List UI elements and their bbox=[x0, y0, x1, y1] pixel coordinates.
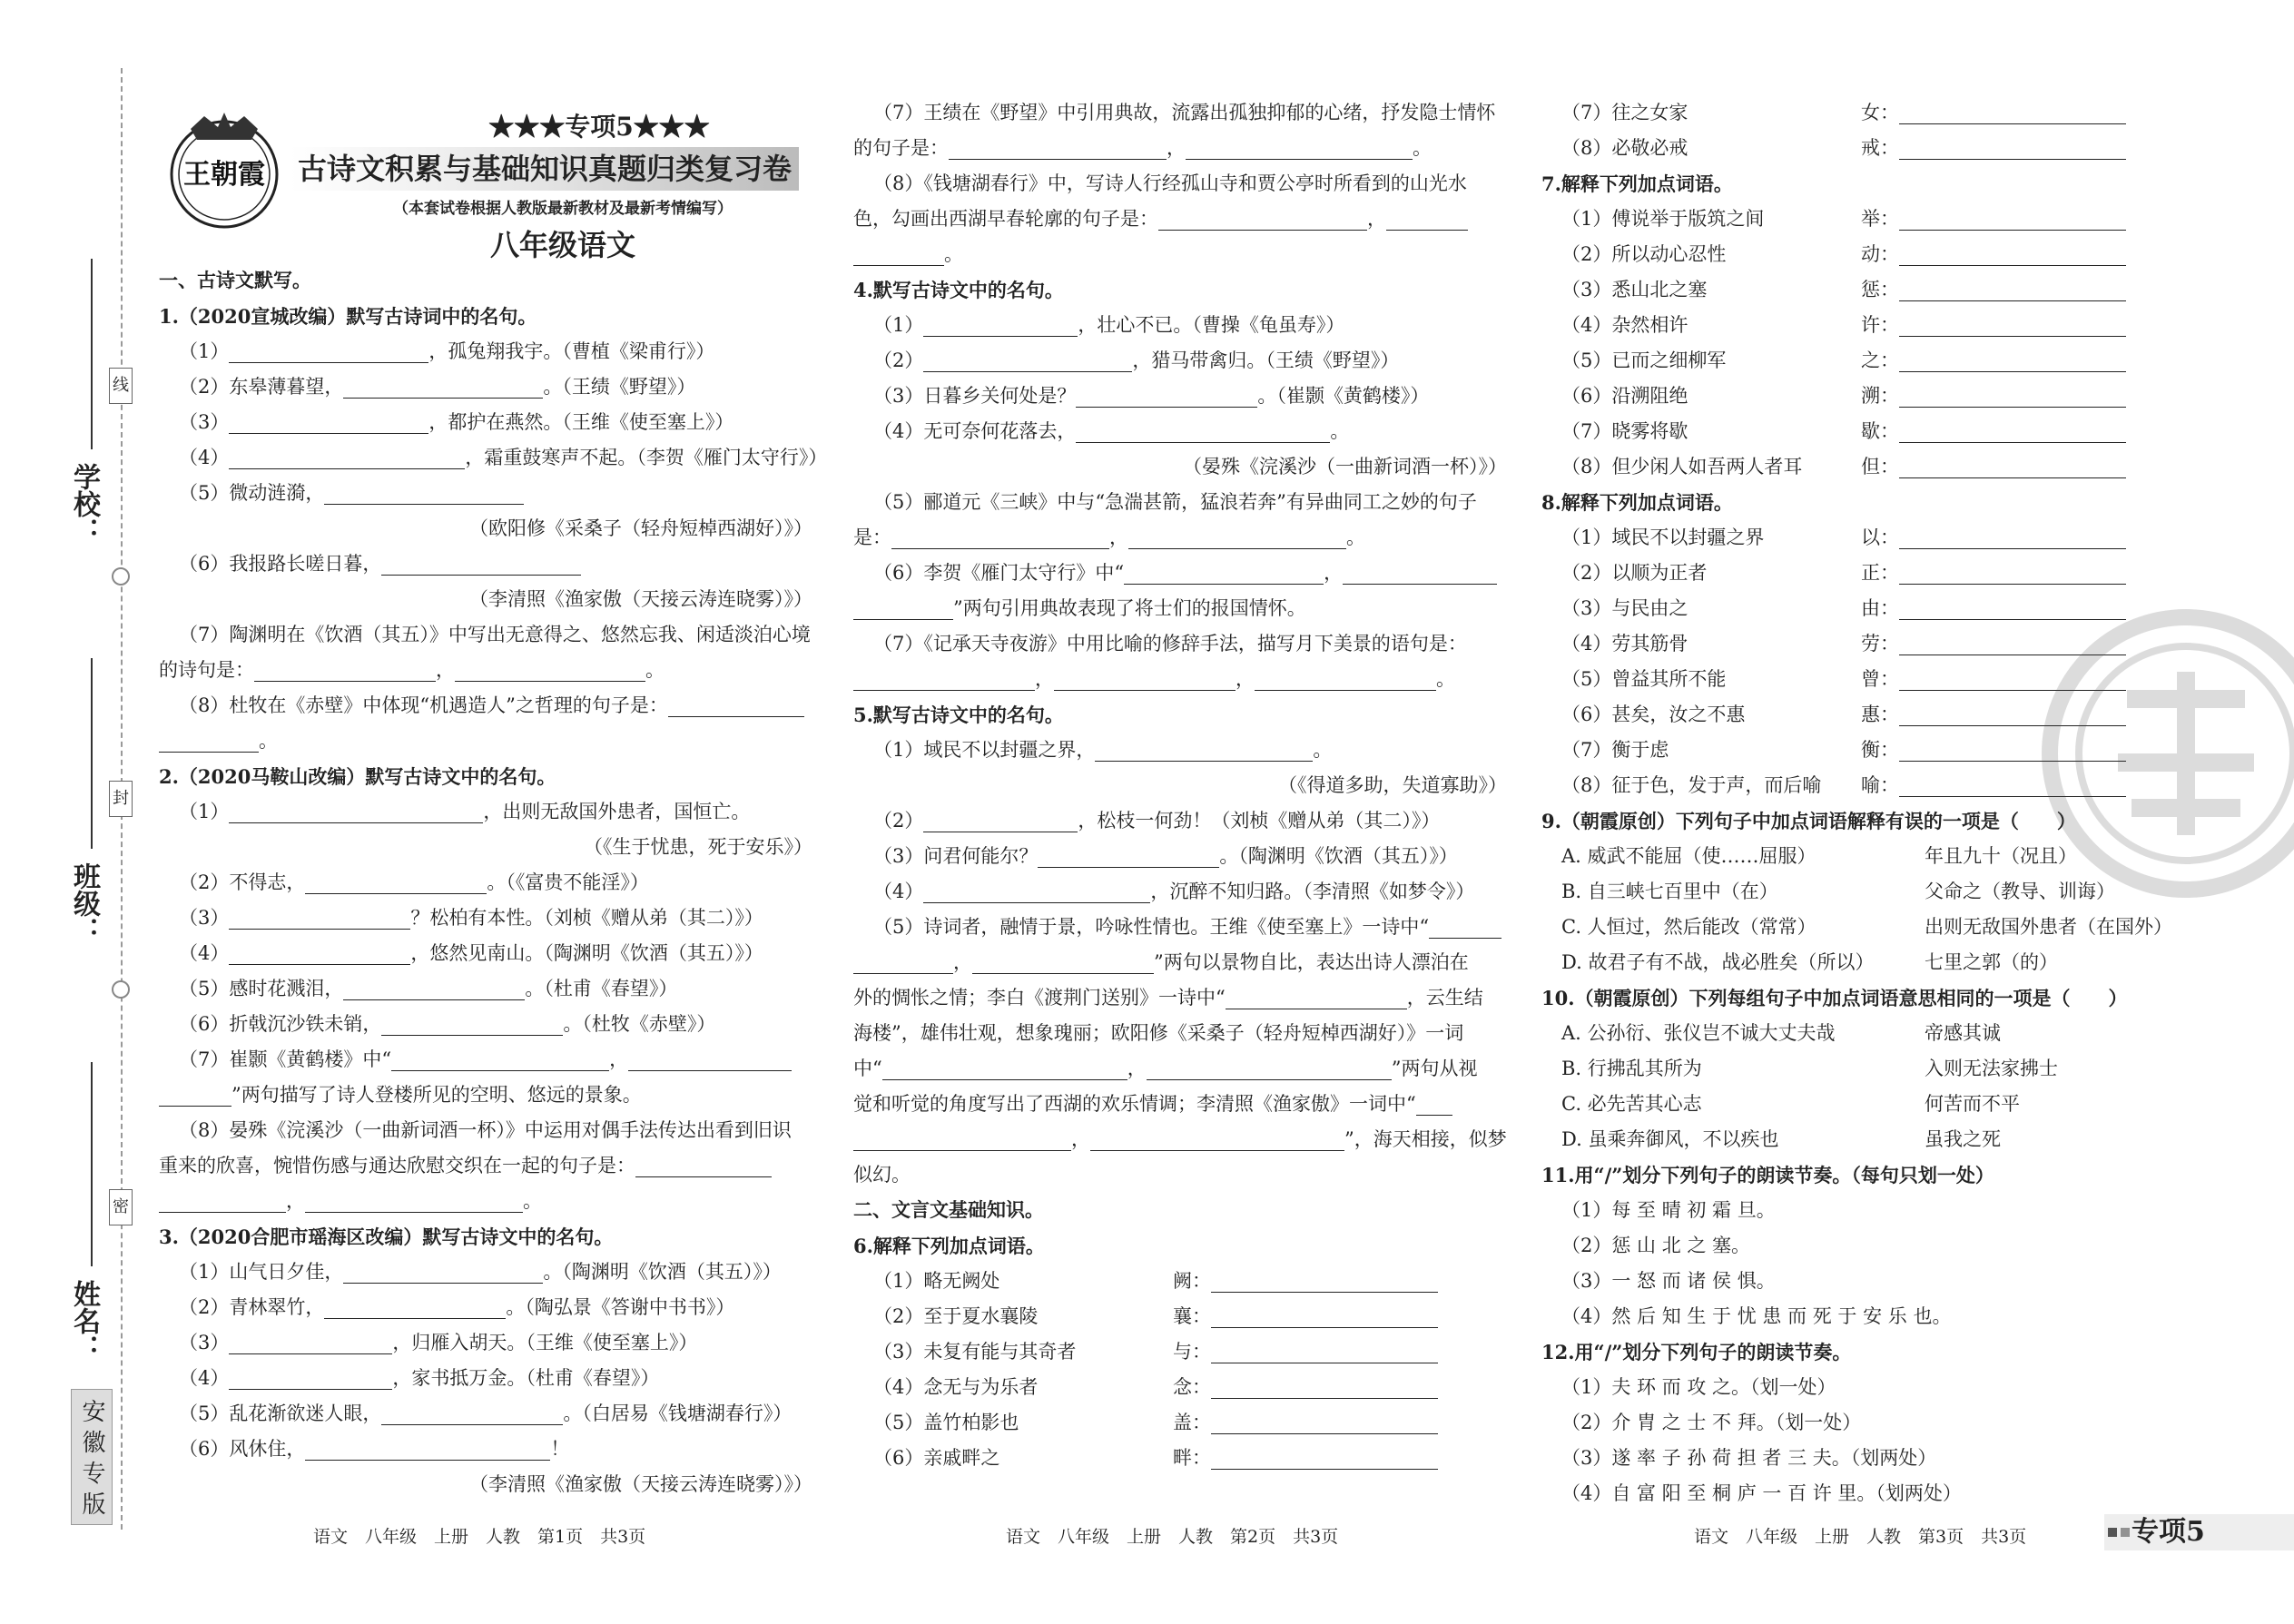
option-right: 年且九十（况且） bbox=[1925, 845, 2077, 867]
answer-blank[interactable] bbox=[1429, 913, 1501, 939]
rhythm-sentence[interactable]: （3）遂 率 子 孙 荷 担 者 三 夫。（划两处） bbox=[1561, 1447, 1937, 1469]
choice-option[interactable] bbox=[1541, 1051, 2231, 1087]
question-line: （3）日暮乡关何处是？ 。（崔颢《黄鹤楼》） bbox=[853, 379, 1507, 414]
source-line: （《生于忧患，死于安乐》） bbox=[584, 836, 812, 858]
answer-blank[interactable] bbox=[343, 1258, 543, 1284]
class-label: 班级： bbox=[68, 862, 100, 944]
q10-options bbox=[1541, 1016, 2231, 1157]
question-line: （5）微动涟漪， bbox=[159, 476, 812, 511]
option-left: A. 威武不能屈（使……屈服） bbox=[1561, 845, 1816, 867]
question-7-title: 7.解释下列加点词语。 bbox=[1541, 172, 1733, 195]
answer-blank[interactable] bbox=[1054, 665, 1236, 691]
answer-blank[interactable] bbox=[1226, 984, 1407, 1009]
answer-blank[interactable] bbox=[628, 1046, 792, 1071]
answer-blank[interactable] bbox=[254, 656, 436, 682]
answer-blank[interactable] bbox=[455, 656, 645, 682]
question-line: （8）《钱塘湖春行》中，写诗人行经孤山寺和贾公亭时所看到的山光水 bbox=[873, 172, 1467, 194]
vocab-key: 戒： bbox=[1861, 137, 1899, 159]
answer-blank[interactable] bbox=[853, 1126, 1071, 1151]
question-line: （7）王绩在《野望》中引用典故，流露出孤独抑郁的心绪，抒发隐士情怀 bbox=[873, 102, 1496, 123]
question-line: 。 bbox=[853, 237, 1507, 272]
answer-blank[interactable] bbox=[1211, 1303, 1438, 1328]
answer-blank[interactable] bbox=[343, 975, 525, 1000]
answer-blank[interactable] bbox=[1899, 418, 2126, 443]
choice-option[interactable] bbox=[1541, 1016, 2231, 1051]
answer-blank[interactable] bbox=[853, 949, 953, 974]
vocab-phrase: （6）亲戚畔之 bbox=[873, 1447, 1000, 1469]
choice-option[interactable] bbox=[1541, 1087, 2231, 1122]
vocab-phrase: （7）晓雾将歇 bbox=[1561, 420, 1689, 442]
question-12-title: 12.用“/”划分下列句子的朗读节奏。 bbox=[1541, 1341, 1852, 1363]
question-line: （8）晏殊《浣溪沙（一曲新词酒一杯）》中运用对偶手法传达出看到旧识 bbox=[179, 1119, 792, 1141]
rhythm-sentence[interactable]: （4）然 后 知 生 于 忧 患 而 死 于 安 乐 也。 bbox=[1561, 1305, 1952, 1327]
question-line: （1） ，出则无敌国外患者，国恒亡。 bbox=[159, 794, 812, 830]
vocab-phrase: （7）往之女家 bbox=[1561, 102, 1689, 123]
answer-blank[interactable] bbox=[891, 524, 1109, 549]
question-line: （3） ，都护在燕然。（王维《使至塞上》） bbox=[159, 405, 812, 440]
answer-blank[interactable] bbox=[1343, 559, 1497, 585]
vocab-item bbox=[853, 1264, 1507, 1299]
page-2-column bbox=[853, 95, 1507, 1476]
question-line: 中“ ， ”两句从视 bbox=[853, 1051, 1507, 1087]
answer-blank[interactable] bbox=[1128, 524, 1346, 549]
question-6-title: 6.解释下列加点词语。 bbox=[853, 1235, 1045, 1257]
vocab-key: 歇： bbox=[1861, 420, 1899, 442]
question-line: 重来的欣喜，惋惜伤感与通达欣慰交织在一起的句子是： bbox=[159, 1148, 812, 1184]
answer-blank[interactable] bbox=[1211, 1373, 1438, 1399]
vocab-phrase: （3）悉山北之塞 bbox=[1561, 279, 1708, 300]
edition-label: 安徽专版 bbox=[71, 1389, 113, 1525]
question-line: （6）折戟沉沙铁未销， 。（杜牧《赤壁》） bbox=[159, 1007, 812, 1042]
question-line: （2） ，松枝一何劲！（刘桢《赠从弟（其二）》） bbox=[853, 803, 1507, 839]
vocab-key: 曾： bbox=[1861, 668, 1899, 690]
question-line: 的诗句是： ， 。 bbox=[159, 653, 812, 688]
answer-blank[interactable] bbox=[1095, 736, 1313, 762]
paper-title: 古诗文积累与基础知识真题归类复习卷 bbox=[290, 147, 799, 191]
question-3-title: 3.（2020合肥市瑶海区改编）默写古诗文中的名句。 bbox=[159, 1225, 614, 1248]
answer-blank[interactable] bbox=[229, 940, 410, 965]
vocab-item bbox=[1541, 308, 2231, 343]
brand-logo bbox=[163, 109, 286, 231]
vocab-key: 举： bbox=[1861, 208, 1899, 230]
question-line: （4）无可奈何花落去， 。 bbox=[853, 414, 1507, 449]
vocab-key: 喻： bbox=[1861, 774, 1899, 796]
question-line: 。 bbox=[159, 723, 812, 759]
section-heading: 二、文言文基础知识。 bbox=[853, 1199, 1044, 1221]
vocab-phrase: （6）甚矣，汝之不惠 bbox=[1561, 704, 1746, 725]
vocab-phrase: （4）杂然相许 bbox=[1561, 314, 1689, 336]
corner-label bbox=[2104, 1514, 2294, 1550]
school-input-line[interactable] bbox=[91, 259, 93, 449]
question-line: （4） ，霜重鼓寒声不起。（李贺《雁门太守行》） bbox=[159, 440, 812, 476]
corner-square-icon bbox=[2121, 1528, 2130, 1537]
question-line: ， ， 。 bbox=[853, 662, 1507, 697]
choice-option[interactable] bbox=[1541, 1122, 2231, 1157]
question-line: （2） ，猎马带禽归。（王绩《野望》） bbox=[853, 343, 1507, 379]
vocab-phrase: （8）但少闲人如吾两人者耳 bbox=[1561, 456, 1803, 477]
page-1-footer: 语文 八年级 上册 人教 第1页 共3页 bbox=[313, 1527, 646, 1547]
page-3-footer: 语文 八年级 上册 人教 第3页 共3页 bbox=[1694, 1527, 2027, 1547]
question-line: （6）风休住， ！ bbox=[159, 1432, 812, 1467]
choice-option[interactable] bbox=[1541, 945, 2231, 980]
option-left: B. 自三峡七百里中（在） bbox=[1561, 881, 1778, 902]
question-line: （8）杜牧在《赤壁》中体现“机遇造人”之哲理的句子是： bbox=[159, 688, 812, 723]
grade-title: 八年级语文 bbox=[489, 228, 635, 262]
answer-blank[interactable] bbox=[1211, 1338, 1438, 1363]
question-line: （1） ，孤兔翔我宇。（曹植《梁甫行》） bbox=[159, 334, 812, 369]
q7-list bbox=[1541, 202, 2231, 485]
option-right: 入则无法家拂士 bbox=[1925, 1058, 2058, 1079]
rhythm-sentence[interactable]: （4）自 富 阳 至 桐 庐 一 百 许 里。（划两处） bbox=[1561, 1482, 1962, 1504]
question-line: 似幻。 bbox=[853, 1164, 911, 1186]
option-right: 何苦而不平 bbox=[1925, 1093, 2020, 1115]
question-line: ， 。 bbox=[159, 1184, 812, 1219]
answer-blank[interactable] bbox=[1124, 559, 1324, 585]
vocab-phrase: （2）以顺为正者 bbox=[1561, 562, 1708, 584]
vocab-phrase: （6）沿溯阻绝 bbox=[1561, 385, 1689, 407]
seal-watermark bbox=[2041, 608, 2294, 899]
answer-blank[interactable] bbox=[853, 595, 953, 620]
question-line: （5）郦道元《三峡》中与“急湍甚箭，猛浪若奔”有异曲同工之妙的句子 bbox=[873, 491, 1477, 513]
option-right: 七里之郭（的） bbox=[1925, 951, 2058, 973]
source-line: （欧阳修《采桑子（轻舟短棹西湖好）》） bbox=[469, 517, 812, 539]
question-line: （6）我报路长嗟日暮， bbox=[159, 546, 812, 582]
vocab-key: 但： bbox=[1861, 456, 1899, 477]
question-line: （3）问君何能尔？ 。（陶渊明《饮酒（其五）》） bbox=[853, 839, 1507, 874]
vocab-phrase: （5）盖竹柏影也 bbox=[873, 1412, 1019, 1433]
question-line: （1）域民不以封疆之界， 。 bbox=[853, 733, 1507, 768]
answer-blank[interactable] bbox=[324, 1294, 506, 1319]
vocab-key: 惩： bbox=[1861, 279, 1899, 300]
question-line: 是： ， 。 bbox=[853, 520, 1507, 556]
binding-margin bbox=[0, 0, 150, 1624]
vocab-key: 之： bbox=[1861, 349, 1899, 371]
answer-blank[interactable] bbox=[949, 134, 1167, 160]
vocab-item bbox=[1541, 414, 2231, 449]
answer-blank[interactable] bbox=[1899, 347, 2126, 372]
vocab-item bbox=[853, 1370, 1507, 1405]
question-line: 觉和听觉的角度写出了西湖的欢乐情调；李清照《渔家傲》一词中“ bbox=[853, 1087, 1507, 1122]
question-line: （2）不得志， 。（《富贵不能淫》） bbox=[159, 865, 812, 901]
answer-blank[interactable] bbox=[1899, 276, 2126, 301]
question-line: （4） ，沉醉不知归路。（李清照《如梦令》） bbox=[853, 874, 1507, 910]
vocab-key: 由： bbox=[1861, 597, 1899, 619]
question-line: （4） ，家书抵万金。（杜甫《春望》） bbox=[159, 1361, 812, 1396]
answer-blank[interactable] bbox=[1090, 1126, 1344, 1151]
school-label: 学校： bbox=[68, 463, 100, 545]
vocab-key: 与： bbox=[1173, 1341, 1211, 1363]
vocab-key: 念： bbox=[1173, 1376, 1211, 1398]
vocab-item bbox=[1541, 95, 2231, 131]
vocab-key: 阙： bbox=[1173, 1270, 1211, 1292]
answer-blank[interactable] bbox=[1211, 1444, 1438, 1470]
question-2-title: 2.（2020马鞍山改编）默写古诗文中的名句。 bbox=[159, 765, 556, 788]
question-8-title: 8.解释下列加点词语。 bbox=[1541, 491, 1733, 514]
name-input-line[interactable] bbox=[91, 1062, 93, 1266]
answer-blank[interactable] bbox=[159, 1081, 231, 1107]
vocab-key: 盖： bbox=[1173, 1412, 1211, 1433]
answer-blank[interactable] bbox=[853, 665, 1035, 691]
vocab-item bbox=[853, 1441, 1507, 1476]
answer-blank[interactable] bbox=[391, 1046, 609, 1071]
answer-blank[interactable] bbox=[1386, 205, 1468, 231]
answer-blank[interactable] bbox=[305, 869, 487, 894]
q11-list bbox=[1541, 1193, 2231, 1334]
answer-blank[interactable] bbox=[1899, 453, 2126, 478]
answer-blank[interactable] bbox=[923, 311, 1078, 337]
answer-blank[interactable] bbox=[1899, 559, 2126, 585]
answer-blank[interactable] bbox=[381, 1400, 563, 1425]
vocab-item bbox=[853, 1334, 1507, 1370]
vocab-phrase: （8）征于色，发于声，而后喻 bbox=[1561, 774, 1822, 796]
source-line: （晏殊《浣溪沙（一曲新词酒一杯）》） bbox=[1183, 456, 1507, 477]
vocab-phrase: （2）至于夏水襄陵 bbox=[873, 1305, 1039, 1327]
question-line: ”两句引用典故表现了将士们的报国情怀。 bbox=[853, 591, 1507, 626]
question-1-title: 1.（2020宣城改编）默写古诗词中的名句。 bbox=[159, 305, 537, 328]
answer-blank[interactable] bbox=[1211, 1409, 1438, 1434]
answer-blank[interactable] bbox=[668, 692, 804, 717]
vocab-item bbox=[1541, 237, 2231, 272]
answer-blank[interactable] bbox=[324, 479, 524, 505]
answer-blank[interactable] bbox=[229, 1364, 392, 1390]
question-line: （7）崔颢《黄鹤楼》中“ ， bbox=[159, 1042, 812, 1078]
answer-blank[interactable] bbox=[1899, 99, 2126, 124]
vocab-key: 劳： bbox=[1861, 633, 1899, 655]
question-line: 外的惆怅之情；李白《渡荆门送别》一诗中“ ，云生结 bbox=[853, 980, 1507, 1016]
answer-blank[interactable] bbox=[1038, 842, 1219, 868]
question-line: 的句子是： ， 。 bbox=[853, 131, 1507, 166]
question-line: （3） ？松柏有本性。（刘桢《赠从弟（其二）》） bbox=[159, 901, 812, 936]
answer-blank[interactable] bbox=[381, 1010, 563, 1036]
vocab-key: 衡： bbox=[1861, 739, 1899, 761]
question-line: ， ”，海天相接，似梦 bbox=[853, 1122, 1507, 1157]
vocab-item bbox=[853, 1405, 1507, 1441]
vocab-item bbox=[1541, 449, 2231, 485]
option-right: 出则无敌国外患者（在国外） bbox=[1925, 916, 2172, 938]
rhythm-sentence[interactable]: （3）一 怒 而 诸 侯 惧。 bbox=[1561, 1270, 1776, 1292]
corner-square-icon bbox=[2108, 1528, 2117, 1537]
vocab-phrase: （1）略无阙处 bbox=[873, 1270, 1000, 1292]
vocab-key: 正： bbox=[1861, 562, 1899, 584]
answer-blank[interactable] bbox=[1899, 311, 2126, 337]
answer-blank[interactable] bbox=[229, 338, 428, 363]
rhythm-sentence[interactable]: （2）介 胄 之 士 不 拜。（划一处） bbox=[1561, 1412, 1862, 1433]
vocab-phrase: （1）傅说举于版筑之间 bbox=[1561, 208, 1765, 230]
vocab-item bbox=[1541, 556, 2231, 591]
q6-list bbox=[853, 1264, 1507, 1476]
question-line: （1）山气日夕佳， 。（陶渊明《饮酒（其五）》） bbox=[159, 1255, 812, 1290]
vocab-phrase: （4）劳其筋骨 bbox=[1561, 633, 1689, 655]
answer-blank[interactable] bbox=[1899, 382, 2126, 408]
question-line: （5）感时花溅泪， 。（杜甫《春望》） bbox=[159, 971, 812, 1007]
answer-blank[interactable] bbox=[159, 727, 259, 753]
question-9-title: 9.（朝霞原创）下列句子中加点词语解释有误的一项是（ ） bbox=[1541, 810, 2076, 832]
answer-blank[interactable] bbox=[343, 373, 543, 399]
answer-blank[interactable] bbox=[305, 1435, 550, 1461]
logo-text: 王朝霞 bbox=[183, 159, 265, 191]
question-line: （5）诗词者，融情于景，吟咏性情也。王维《使至塞上》一诗中“ bbox=[853, 910, 1507, 945]
answer-blank[interactable] bbox=[635, 1152, 772, 1177]
question-line: （3） ，归雁入胡天。（王维《使至塞上》） bbox=[159, 1325, 812, 1361]
rhythm-sentence[interactable]: （1）每 至 晴 初 霜 旦。 bbox=[1561, 1199, 1776, 1221]
answer-blank[interactable] bbox=[882, 1055, 1127, 1080]
answer-blank[interactable] bbox=[381, 550, 581, 576]
answer-blank[interactable] bbox=[1147, 1055, 1392, 1080]
vocab-key: 惠： bbox=[1861, 704, 1899, 725]
binding-tag-secret: 密 bbox=[109, 1189, 133, 1225]
answer-blank[interactable] bbox=[305, 1187, 523, 1213]
vocab-item bbox=[1541, 520, 2231, 556]
school-field bbox=[64, 463, 100, 545]
answer-blank[interactable] bbox=[229, 444, 465, 469]
page-1-column bbox=[159, 263, 828, 1502]
binding-tag-line: 线 bbox=[109, 368, 133, 404]
answer-blank[interactable] bbox=[1899, 241, 2126, 266]
answer-blank[interactable] bbox=[229, 1329, 392, 1354]
vocab-phrase: （1）域民不以封疆之界 bbox=[1561, 527, 1765, 548]
question-line: 海楼”，雄伟壮观，想象瑰丽；欧阳修《采桑子（轻舟短棹西湖好）》一词 bbox=[853, 1022, 1464, 1044]
answer-blank[interactable] bbox=[1255, 665, 1436, 691]
vocab-item bbox=[1541, 379, 2231, 414]
answer-blank[interactable] bbox=[923, 878, 1150, 903]
source-line: （李清照《渔家傲（天接云涛连晓雾）》） bbox=[469, 1473, 812, 1495]
vocab-key: 许： bbox=[1861, 314, 1899, 336]
option-left: C. 人恒过，然后能改（常常） bbox=[1561, 916, 1816, 938]
answer-blank[interactable] bbox=[229, 798, 483, 823]
vocab-key: 襄： bbox=[1173, 1305, 1211, 1327]
answer-blank[interactable] bbox=[1416, 1090, 1452, 1116]
question-line: （2）东皋薄暮望， 。（王绩《野望》） bbox=[159, 369, 812, 405]
answer-blank[interactable] bbox=[853, 241, 944, 266]
answer-blank[interactable] bbox=[923, 807, 1078, 832]
question-10-title: 10.（朝霞原创）下列每组句子中加点词语意思相同的一项是（ ） bbox=[1541, 987, 2128, 1009]
vocab-item bbox=[1541, 202, 2231, 237]
rhythm-sentence[interactable]: （1）夫 环 而 攻 之。（划一处） bbox=[1561, 1376, 1836, 1398]
option-left: D. 虽乘奔御风，不以疾也 bbox=[1561, 1128, 1779, 1150]
series-label: ★★★专项5★★★ bbox=[488, 112, 710, 142]
name-label: 姓名： bbox=[68, 1280, 100, 1362]
answer-blank[interactable] bbox=[1158, 205, 1367, 231]
name-field bbox=[64, 1280, 100, 1362]
vocab-phrase: （3）与民由之 bbox=[1561, 597, 1689, 619]
vocab-key: 动： bbox=[1861, 243, 1899, 265]
question-line: 色，勾画出西湖早春轮廓的句子是： ， bbox=[853, 202, 1507, 237]
answer-blank[interactable] bbox=[229, 904, 410, 930]
paper-header bbox=[154, 100, 817, 263]
answer-blank[interactable] bbox=[1076, 382, 1257, 408]
option-left: D. 故君子有不战，战必胜矣（所以） bbox=[1561, 951, 1875, 973]
answer-blank[interactable] bbox=[923, 347, 1132, 372]
choice-option[interactable] bbox=[1541, 910, 2231, 945]
vocab-phrase: （2）所以动心忍性 bbox=[1561, 243, 1727, 265]
vocab-item bbox=[1541, 131, 2231, 166]
vocab-item bbox=[1541, 272, 2231, 308]
corner-label-text: 专项5 bbox=[2132, 1516, 2205, 1548]
option-right: 父命之（教导、训诲） bbox=[1925, 881, 2115, 902]
page-2-footer: 语文 八年级 上册 人教 第2页 共3页 bbox=[1006, 1527, 1339, 1547]
vocab-phrase: （4）念无与为乐者 bbox=[873, 1376, 1039, 1398]
vocab-key: 女： bbox=[1861, 102, 1899, 123]
binding-hole bbox=[112, 567, 130, 586]
answer-blank[interactable] bbox=[1899, 205, 2126, 231]
answer-blank[interactable] bbox=[1211, 1267, 1438, 1293]
answer-blank[interactable] bbox=[1899, 524, 2126, 549]
option-right: 帝感其诚 bbox=[1925, 1022, 2001, 1044]
question-4-title: 4.默写古诗文中的名句。 bbox=[853, 279, 1064, 301]
class-field bbox=[64, 862, 100, 944]
source-line: （《得道多助，失道寡助》） bbox=[1278, 774, 1507, 796]
q6-continued-list bbox=[1541, 95, 2231, 166]
option-left: C. 必先苦其心志 bbox=[1561, 1093, 1702, 1115]
vocab-key: 溯： bbox=[1861, 385, 1899, 407]
question-line: （4） ，悠然见南山。（陶渊明《饮酒（其五）》） bbox=[159, 936, 812, 971]
answer-blank[interactable] bbox=[1899, 134, 2126, 160]
question-line: ， ”两句以景物自比，表达出诗人漂泊在 bbox=[853, 945, 1507, 980]
vocab-phrase: （7）衡于虑 bbox=[1561, 739, 1669, 761]
vocab-key: 畔： bbox=[1173, 1447, 1211, 1469]
question-line: （7）《记承天寺夜游》中用比喻的修辞手法，描写月下美景的语句是： bbox=[873, 633, 1467, 655]
vocab-item bbox=[853, 1299, 1507, 1334]
binding-hole bbox=[112, 980, 130, 999]
vocab-key: 以： bbox=[1861, 527, 1899, 548]
option-left: B. 行拂乱其所为 bbox=[1561, 1058, 1702, 1079]
paper-subtitle: （本套试卷根据人教版最新教材及最新考情编写） bbox=[393, 200, 733, 218]
answer-blank[interactable] bbox=[972, 949, 1154, 974]
question-line: ”两句描写了诗人登楼所见的空明、悠远的景象。 bbox=[159, 1078, 812, 1113]
section-heading: 一、古诗文默写。 bbox=[159, 270, 311, 291]
question-11-title: 11.用“/”划分下列句子的朗读节奏。（每句只划一处） bbox=[1541, 1164, 1994, 1186]
question-line: （7）陶渊明在《饮酒（其五）》中写出无意得之、悠然忘我、闲适淡泊心境 bbox=[179, 624, 811, 645]
answer-blank[interactable] bbox=[1186, 134, 1413, 160]
vocab-phrase: （5）已而之细柳军 bbox=[1561, 349, 1727, 371]
vocab-phrase: （5）曾益其所不能 bbox=[1561, 668, 1727, 690]
question-line: （2）青林翠竹， 。（陶弘景《答谢中书书》） bbox=[159, 1290, 812, 1325]
binding-tag-seal: 封 bbox=[109, 781, 133, 817]
source-line: （李清照《渔家傲（天接云涛连晓雾）》） bbox=[469, 588, 812, 610]
vocab-phrase: （3）未复有能与其奇者 bbox=[873, 1341, 1077, 1363]
vocab-phrase: （8）必敬必戒 bbox=[1561, 137, 1689, 159]
question-line: （6）李贺《雁门太守行》中“ ， bbox=[853, 556, 1507, 591]
q12-list bbox=[1541, 1370, 2231, 1511]
answer-blank[interactable] bbox=[159, 1187, 286, 1213]
question-line: （5）乱花渐欲迷人眼， 。（白居易《钱塘湖春行》） bbox=[159, 1396, 812, 1432]
answer-blank[interactable] bbox=[229, 408, 428, 434]
answer-blank[interactable] bbox=[1076, 418, 1330, 443]
question-line: （1） ，壮心不已。（曹操《龟虽寿》） bbox=[853, 308, 1507, 343]
vocab-item bbox=[1541, 343, 2231, 379]
option-left: A. 公孙衍、张仪岂不诚大丈夫哉 bbox=[1561, 1022, 1836, 1044]
class-input-line[interactable] bbox=[91, 658, 93, 849]
option-right: 虽我之死 bbox=[1925, 1128, 2001, 1150]
question-5-title: 5.默写古诗文中的名句。 bbox=[853, 704, 1064, 726]
rhythm-sentence[interactable]: （2）惩 山 北 之 塞。 bbox=[1561, 1235, 1751, 1256]
